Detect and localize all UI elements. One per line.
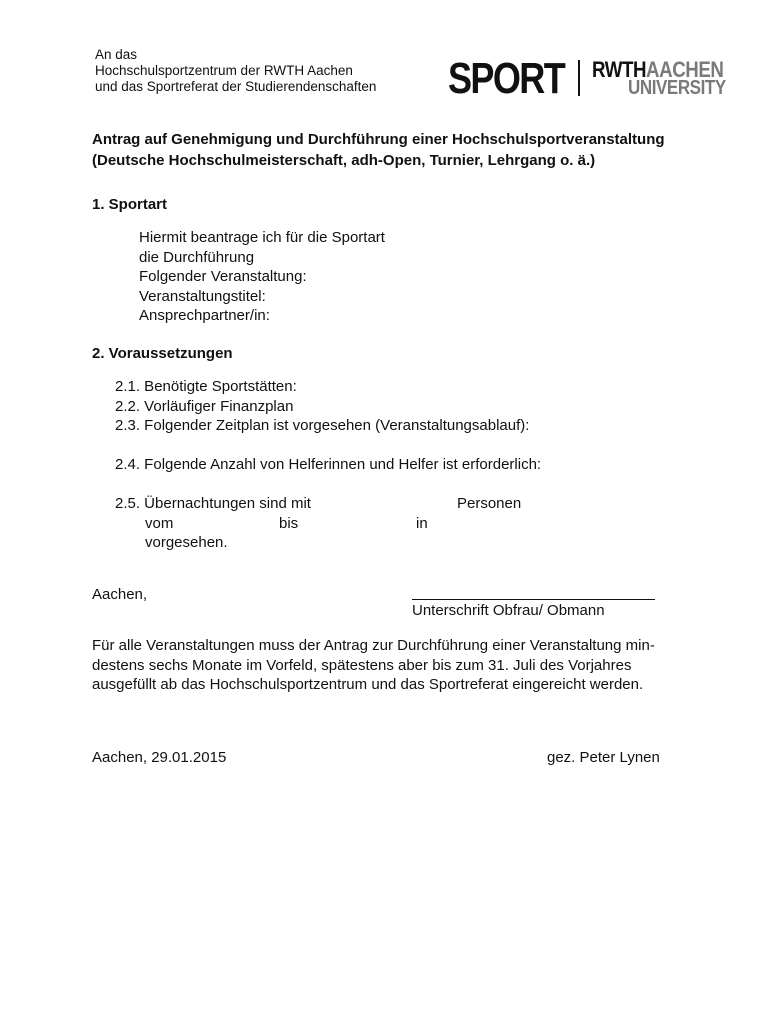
section-1-line: Folgender Veranstaltung: — [139, 268, 307, 285]
section-1-line: Hiermit beantrage ich für die Sportart — [139, 229, 385, 246]
item-2-5-in: in — [416, 515, 428, 532]
item-2-5-bis: bis — [279, 515, 299, 532]
signature-place: Aachen, — [92, 586, 148, 603]
item-2-5-vorgesehen: vorgesehen. — [145, 534, 228, 551]
address-line-2: Hochschulsportzentrum der RWTH Aachen — [95, 63, 353, 78]
address-line-1: An das — [95, 47, 138, 62]
footer-place-date: Aachen, 29.01.2015 — [92, 749, 227, 766]
logo-sport-text: SPORT — [448, 54, 565, 103]
footer-signed: gez. Peter Lynen — [547, 749, 660, 766]
item-2-5-personen: Personen — [457, 495, 522, 512]
item-2-5-label: 2.5. Übernachtungen sind mit — [115, 495, 311, 512]
section-2-heading: 2. Voraussetzungen — [92, 345, 233, 362]
item-2-5-vom: vom — [145, 515, 174, 532]
section-2-item: 2.2. Vorläufiger Finanzplan — [115, 398, 294, 415]
section-2-item: 2.4. Folgende Anzahl von Helferinnen und Helfer ist erforderlich: — [115, 456, 542, 473]
document-title-line-1: Antrag auf Genehmigung und Durchführung einer Hochschulsportveranstaltung — [92, 131, 665, 148]
logo-rwth-text: RWTH — [592, 57, 647, 82]
section-1-line: Veranstaltungstitel: — [139, 288, 266, 305]
notice-line-3: ausgefüllt ab das Hochschulsportzentrum und das Sportreferat eingereicht werden. — [92, 676, 644, 693]
logo-divider — [578, 60, 580, 96]
signature-line — [412, 599, 655, 600]
signature-caption: Unterschrift Obfrau/ Obmann — [412, 602, 605, 619]
notice-line-2: destens sechs Monate im Vorfeld, spätestens aber bis zum 31. Juli des Vorjahres — [92, 657, 632, 674]
address-line-3: und das Sportreferat der Studierendenschaften — [95, 79, 377, 94]
logo-university-text: UNIVERSITY — [628, 77, 726, 99]
document-title-line-2: (Deutsche Hochschulmeisterschaft, adh-Open, Turnier, Lehrgang o. ä.) — [92, 152, 596, 169]
section-1-line: die Durchführung — [139, 249, 255, 266]
section-1-heading: 1. Sportart — [92, 196, 168, 213]
logo-aachen-text: AACHEN — [646, 57, 724, 82]
section-2-item: 2.3. Folgender Zeitplan ist vorgesehen (Veranstaltungsablauf): — [115, 417, 530, 434]
notice-line-1: Für alle Veranstaltungen muss der Antrag zur Durchführung einer Veranstaltung min- — [92, 637, 655, 654]
section-2-item: 2.1. Benötigte Sportstätten: — [115, 378, 297, 395]
section-1-line: Ansprechpartner/in: — [139, 307, 270, 324]
